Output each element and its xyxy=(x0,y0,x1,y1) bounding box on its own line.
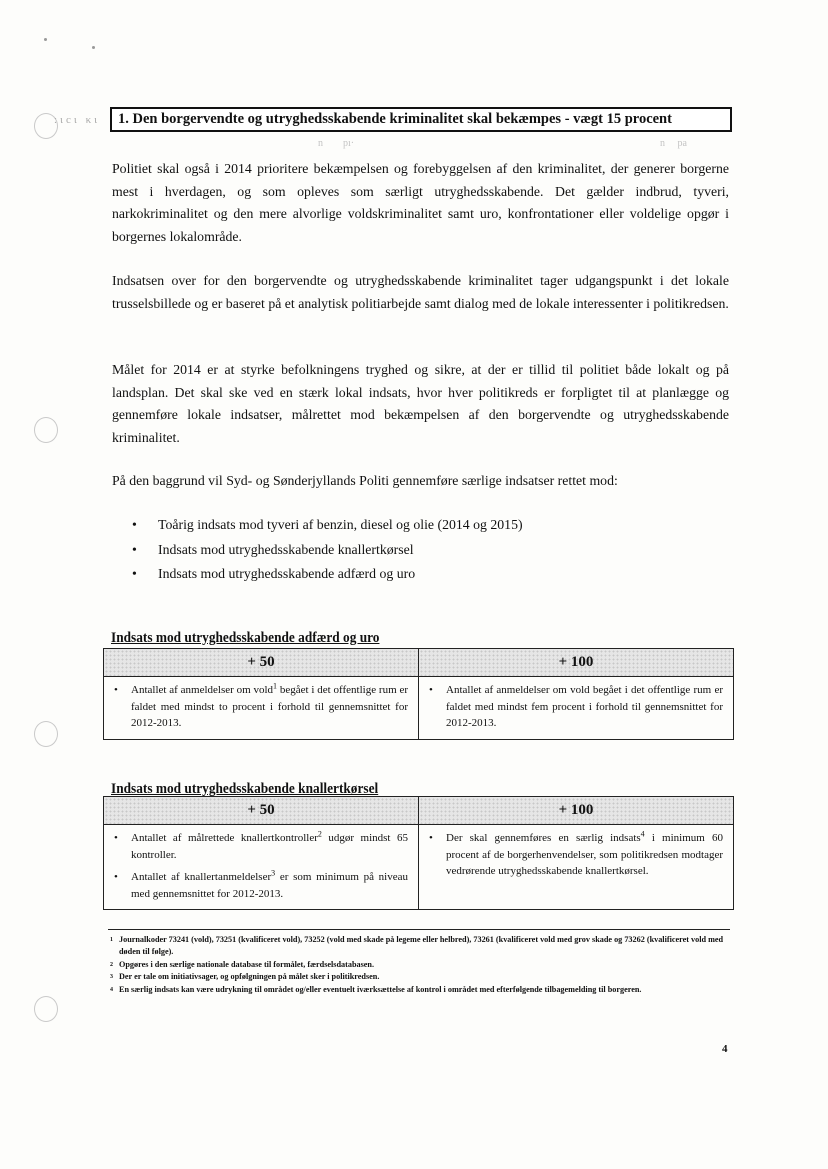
table-2 xyxy=(103,796,734,910)
table-1-left-item: • Antallet af anmeldelser om vold$^1$ begået i det offentlige rum er faldet med mindst to procent i forhold til gennemsnittet for 2012-2013. xyxy=(114,682,408,732)
paragraph-2: Indsatsen over for den borgervendte og utryghedsskabende kriminalitet tager udgangspunkt i det lokale trusselsbillede og er baseret på et analytisk politiarbejde samt dialog med de lokale interessenter i politikredsen. xyxy=(112,273,729,311)
focus-area-list xyxy=(132,513,523,587)
punch-hole-icon xyxy=(34,721,58,747)
table-1-header-plus-50: + 50 xyxy=(104,649,419,677)
scan-speck xyxy=(44,38,47,41)
table-2-header-plus-100: + 100 xyxy=(419,797,734,825)
table-1-cell-left xyxy=(104,677,419,740)
table-2-left-item: • Antallet af knallertanmeldelser$^3$ er som minimum på niveau med gennemsnittet for 2012-2013. xyxy=(114,869,408,902)
margin-mark: :ιcι κι xyxy=(54,114,101,126)
section-title: Den borgervendte og utryghedsskabende kriminalitet skal bekæmpes - vægt 15 procent xyxy=(132,111,672,127)
table-2-cell-left xyxy=(104,825,419,910)
bleed-through-mark: n pı· xyxy=(318,138,355,149)
table-2-cell-right xyxy=(419,825,734,910)
paragraph-4: På den baggrund vil Syd- og Sønderjyllands Politi gennemføre særlige indsatser rettet mod: xyxy=(112,473,618,488)
page-number: 4 xyxy=(722,1043,728,1055)
list-item: • Indsats mod utryghedsskabende knallertkørsel xyxy=(132,538,523,563)
footnote-divider xyxy=(108,929,730,930)
table-1-title: Indsats mod utryghedsskabende adfærd og uro xyxy=(111,630,380,646)
section-heading xyxy=(110,107,732,132)
table-2-header-plus-50: + 50 xyxy=(104,797,419,825)
section-number: 1. xyxy=(118,111,129,127)
footnotes xyxy=(110,934,732,996)
table-1 xyxy=(103,648,734,740)
paragraph-1: Politiet skal også i 2014 prioritere bekæmpelsen og forebyggelsen af den kriminalitet, der generer borgerne mest i hverdagen, og som opleves som særligt utryghedsskabende. Det gælder indbrud, tyveri, narkokriminalitet og den mere alvorlige voldskriminalitet samt uro, konfrontationer eller voldelige opgør i borgernes lokalområde. xyxy=(112,161,729,244)
punch-hole-icon xyxy=(34,996,58,1022)
list-item: • Indsats mod utryghedsskabende adfærd og uro xyxy=(132,562,523,587)
table-2-left-item: • Antallet af målrettede knallertkontroller$^2$ udgør mindst 65 kontroller. xyxy=(114,830,408,863)
bleed-through-mark: n pa xyxy=(660,138,687,149)
footnote: 2 Opgøres i den særlige nationale database til formålet, færdselsdatabasen. xyxy=(110,959,375,969)
scan-speck xyxy=(92,46,95,49)
table-1-cell-right xyxy=(419,677,734,740)
list-item: • Toårig indsats mod tyveri af benzin, diesel og olie (2014 og 2015) xyxy=(132,513,523,538)
footnote: 4 En særlig indsats kan være udrykning til området og/eller eventuelt iværksættelse af kontrol i området med efterfølgende tilbagemelding til borgeren. xyxy=(110,984,642,994)
footnote: 3 Der er tale om initiativsager, og opfølgningen på målet sker i politikredsen. xyxy=(110,972,380,982)
table-2-title: Indsats mod utryghedsskabende knallertkørsel xyxy=(111,781,379,797)
table-2-right-item: • Der skal gennemføres en særlig indsats$^4$ i minimum 60 procent af de borgerhenvendelser, som politikredsen modtager vedrørende utryghedsskabende knallertkørsel. xyxy=(429,830,723,880)
paragraph-3: Målet for 2014 er at styrke befolkningens tryghed og sikre, at der er tillid til politiet både lokalt og på landsplan. Det skal ske ved en stærk lokal indsats, hvor hver politikreds er forpligtet til at planlægge og gennemføre lokale indsatser, målrettet mod bekæmpelsen af den borgervendte og utryghedsskabende kriminalitet. xyxy=(112,362,729,445)
table-1-header-plus-100: + 100 xyxy=(419,649,734,677)
footnote: 1 Journalkoder 73241 (vold), 73251 (kvalificeret vold), 73252 (vold med skade på legeme eller helbred), 73261 (kvalificeret vold med grov skade og 73262 (kvalificeret vold med døden til følge). xyxy=(110,935,724,957)
punch-hole-icon xyxy=(34,417,58,443)
table-1-right-item: • Antallet af anmeldelser om vold begået i det offentlige rum er faldet med mindst fem procent i forhold til gennemsnittet for 2012-2013. xyxy=(429,682,723,732)
